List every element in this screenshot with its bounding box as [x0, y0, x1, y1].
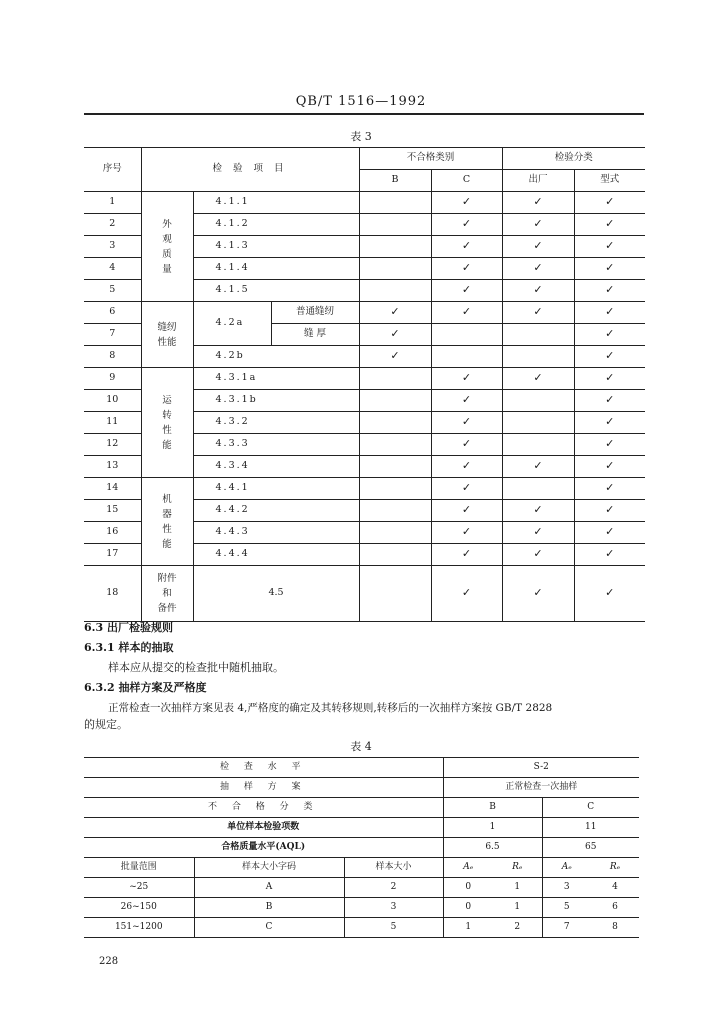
check-mark: ✓ — [502, 456, 574, 478]
row-range: 151~1200 — [84, 918, 194, 938]
check-mark: ✓ — [502, 192, 574, 214]
level-value: S-2 — [443, 758, 639, 778]
unit-label: 单位样本检验项数 — [84, 818, 443, 838]
check-mark: ✓ — [574, 478, 645, 500]
row-B-re: 2 — [493, 918, 542, 938]
paragraph-sampling: 样本应从提交的检查批中随机抽取。 — [108, 661, 284, 674]
row-item: 4.3.4 — [193, 456, 359, 478]
scheme-label: 抽 样 方 案 — [84, 778, 443, 798]
row-item: 4.3.2 — [193, 412, 359, 434]
row-range: 26~150 — [84, 898, 194, 918]
nonconf-header: 不合格类别 — [359, 148, 502, 170]
page-number: 228 — [99, 956, 119, 967]
row-num: 10 — [84, 390, 141, 412]
row-C-ac: 3 — [542, 878, 591, 898]
page-header: QB/T 1516—1992 — [295, 94, 427, 109]
row-item: 4.1.1 — [193, 192, 359, 214]
check-mark: ✓ — [502, 566, 574, 622]
row-item: 4.3.1b — [193, 390, 359, 412]
check-mark: ✓ — [502, 214, 574, 236]
check-mark: ✓ — [502, 500, 574, 522]
row-num: 6 — [84, 302, 141, 324]
row-code: A — [194, 878, 344, 898]
check-mark: ✓ — [359, 302, 431, 324]
header-rule — [84, 113, 644, 115]
check-mark: ✓ — [431, 192, 502, 214]
check-mark: ✓ — [359, 346, 431, 368]
check-mark: ✓ — [502, 544, 574, 566]
row-B-re: 1 — [493, 878, 542, 898]
row-num: 17 — [84, 544, 141, 566]
row-B-re: 1 — [493, 898, 542, 918]
row-num: 11 — [84, 412, 141, 434]
check-mark: ✓ — [574, 302, 645, 324]
check-mark: ✓ — [574, 434, 645, 456]
row-num: 16 — [84, 522, 141, 544]
table3-caption: 表 3 — [350, 130, 372, 143]
check-mark: ✓ — [502, 522, 574, 544]
row-item: 4.4.1 — [193, 478, 359, 500]
row-B-ac: 1 — [443, 918, 493, 938]
row-B-ac: 0 — [443, 878, 493, 898]
row-size: 3 — [344, 898, 443, 918]
row-size: 5 — [344, 918, 443, 938]
check-mark: ✓ — [574, 192, 645, 214]
row-num: 12 — [84, 434, 141, 456]
check-mark: ✓ — [574, 346, 645, 368]
check-mark: ✓ — [574, 236, 645, 258]
check-mark: ✓ — [574, 544, 645, 566]
paragraph-plan-line1: 正常检查一次抽样方案见表 4,严格度的确定及其转移规则,转移后的一次抽样方案按 GB/T 2828 — [108, 702, 553, 714]
check-mark: ✓ — [431, 456, 502, 478]
check-mark: ✓ — [431, 478, 502, 500]
scheme-value: 正常检查一次抽样 — [443, 778, 639, 798]
row-num: 9 — [84, 368, 141, 390]
check-mark: ✓ — [574, 214, 645, 236]
seq-header: 序号 — [84, 148, 141, 192]
col-C-re: Rₑ — [591, 858, 639, 878]
check-mark: ✓ — [431, 280, 502, 302]
check-mark: ✓ — [574, 390, 645, 412]
item-header: 检 验 项 目 — [141, 148, 359, 192]
row-range: ~25 — [84, 878, 194, 898]
section-6-3: 6.3 出厂检验规则 — [84, 621, 173, 634]
col-B-re: Rₑ — [493, 858, 542, 878]
row-num: 18 — [84, 566, 141, 622]
check-mark: ✓ — [574, 456, 645, 478]
check-mark: ✓ — [574, 412, 645, 434]
row-item: 4.4.4 — [193, 544, 359, 566]
row-num: 4 — [84, 258, 141, 280]
row-num: 7 — [84, 324, 141, 346]
row-C-re: 8 — [591, 918, 639, 938]
class-B: B — [443, 798, 542, 818]
check-mark: ✓ — [502, 280, 574, 302]
inspect-header: 检验分类 — [502, 148, 645, 170]
check-mark: ✓ — [431, 368, 502, 390]
aql-label: 合格质量水平(AQL) — [84, 838, 443, 858]
check-mark: ✓ — [431, 544, 502, 566]
row-num: 5 — [84, 280, 141, 302]
group-run: 运 转 性 能 — [141, 368, 193, 478]
check-mark: ✓ — [431, 434, 502, 456]
row-item: 4.3.3 — [193, 434, 359, 456]
check-mark: ✓ — [431, 566, 502, 622]
table4-caption: 表 4 — [350, 740, 372, 753]
check-mark: ✓ — [359, 324, 431, 346]
group-accessories: 附件 和 备件 — [141, 566, 193, 622]
group-seam: 缝纫 性能 — [141, 302, 193, 368]
row-C-re: 4 — [591, 878, 639, 898]
row-item: 4.1.3 — [193, 236, 359, 258]
check-mark: ✓ — [502, 236, 574, 258]
class-label: 不 合 格 分 类 — [84, 798, 443, 818]
class-C: C — [542, 798, 639, 818]
check-mark: ✓ — [431, 412, 502, 434]
table3 — [84, 147, 645, 622]
col-range: 批量范围 — [84, 858, 194, 878]
unit-C: 11 — [542, 818, 639, 838]
check-mark: ✓ — [502, 368, 574, 390]
row-num: 2 — [84, 214, 141, 236]
col-type: 型式 — [574, 170, 645, 192]
row-C-ac: 5 — [542, 898, 591, 918]
check-mark: ✓ — [431, 500, 502, 522]
check-mark: ✓ — [431, 258, 502, 280]
row-code: B — [194, 898, 344, 918]
aql-B: 6.5 — [443, 838, 542, 858]
row-item: 4.5 — [193, 566, 359, 622]
row-item: 4.1.5 — [193, 280, 359, 302]
aql-C: 65 — [542, 838, 639, 858]
check-mark: ✓ — [574, 566, 645, 622]
row-item: 4.1.4 — [193, 258, 359, 280]
row-item: 4.1.2 — [193, 214, 359, 236]
check-mark: ✓ — [431, 236, 502, 258]
col-code: 样本大小字码 — [194, 858, 344, 878]
col-C-ac: Aₑ — [542, 858, 591, 878]
check-mark: ✓ — [574, 368, 645, 390]
check-mark: ✓ — [502, 302, 574, 324]
check-mark: ✓ — [431, 214, 502, 236]
row-num: 8 — [84, 346, 141, 368]
col-size: 样本大小 — [344, 858, 443, 878]
row-item: 4.3.1a — [193, 368, 359, 390]
row-num: 13 — [84, 456, 141, 478]
check-mark: ✓ — [574, 500, 645, 522]
group-appearance: 外 观 质 量 — [141, 192, 193, 302]
paragraph-plan-line2: 的规定。 — [84, 718, 128, 731]
sub-thick: 缝 厚 — [271, 324, 359, 346]
row-num: 15 — [84, 500, 141, 522]
group-machine: 机 器 性 能 — [141, 478, 193, 566]
check-mark: ✓ — [431, 390, 502, 412]
row-item: 4.2b — [193, 346, 359, 368]
row-size: 2 — [344, 878, 443, 898]
check-mark: ✓ — [431, 302, 502, 324]
section-6-3-1: 6.3.1 样本的抽取 — [84, 641, 174, 654]
unit-B: 1 — [443, 818, 542, 838]
row-item: 4.2a — [193, 302, 271, 346]
col-B-ac: Aₑ — [443, 858, 493, 878]
row-item: 4.4.3 — [193, 522, 359, 544]
row-C-ac: 7 — [542, 918, 591, 938]
section-6-3-2: 6.3.2 抽样方案及严格度 — [84, 681, 207, 694]
row-item: 4.4.2 — [193, 500, 359, 522]
check-mark: ✓ — [574, 280, 645, 302]
check-mark: ✓ — [574, 258, 645, 280]
row-B-ac: 0 — [443, 898, 493, 918]
check-mark: ✓ — [574, 324, 645, 346]
col-C: C — [431, 170, 502, 192]
row-code: C — [194, 918, 344, 938]
table4 — [84, 757, 639, 938]
row-C-re: 6 — [591, 898, 639, 918]
row-num: 1 — [84, 192, 141, 214]
col-factory: 出厂 — [502, 170, 574, 192]
check-mark: ✓ — [431, 522, 502, 544]
col-B: B — [359, 170, 431, 192]
sub-normal: 普通缝纫 — [271, 302, 359, 324]
check-mark: ✓ — [502, 258, 574, 280]
row-num: 3 — [84, 236, 141, 258]
check-mark: ✓ — [574, 522, 645, 544]
row-num: 14 — [84, 478, 141, 500]
level-label: 检 查 水 平 — [84, 758, 443, 778]
